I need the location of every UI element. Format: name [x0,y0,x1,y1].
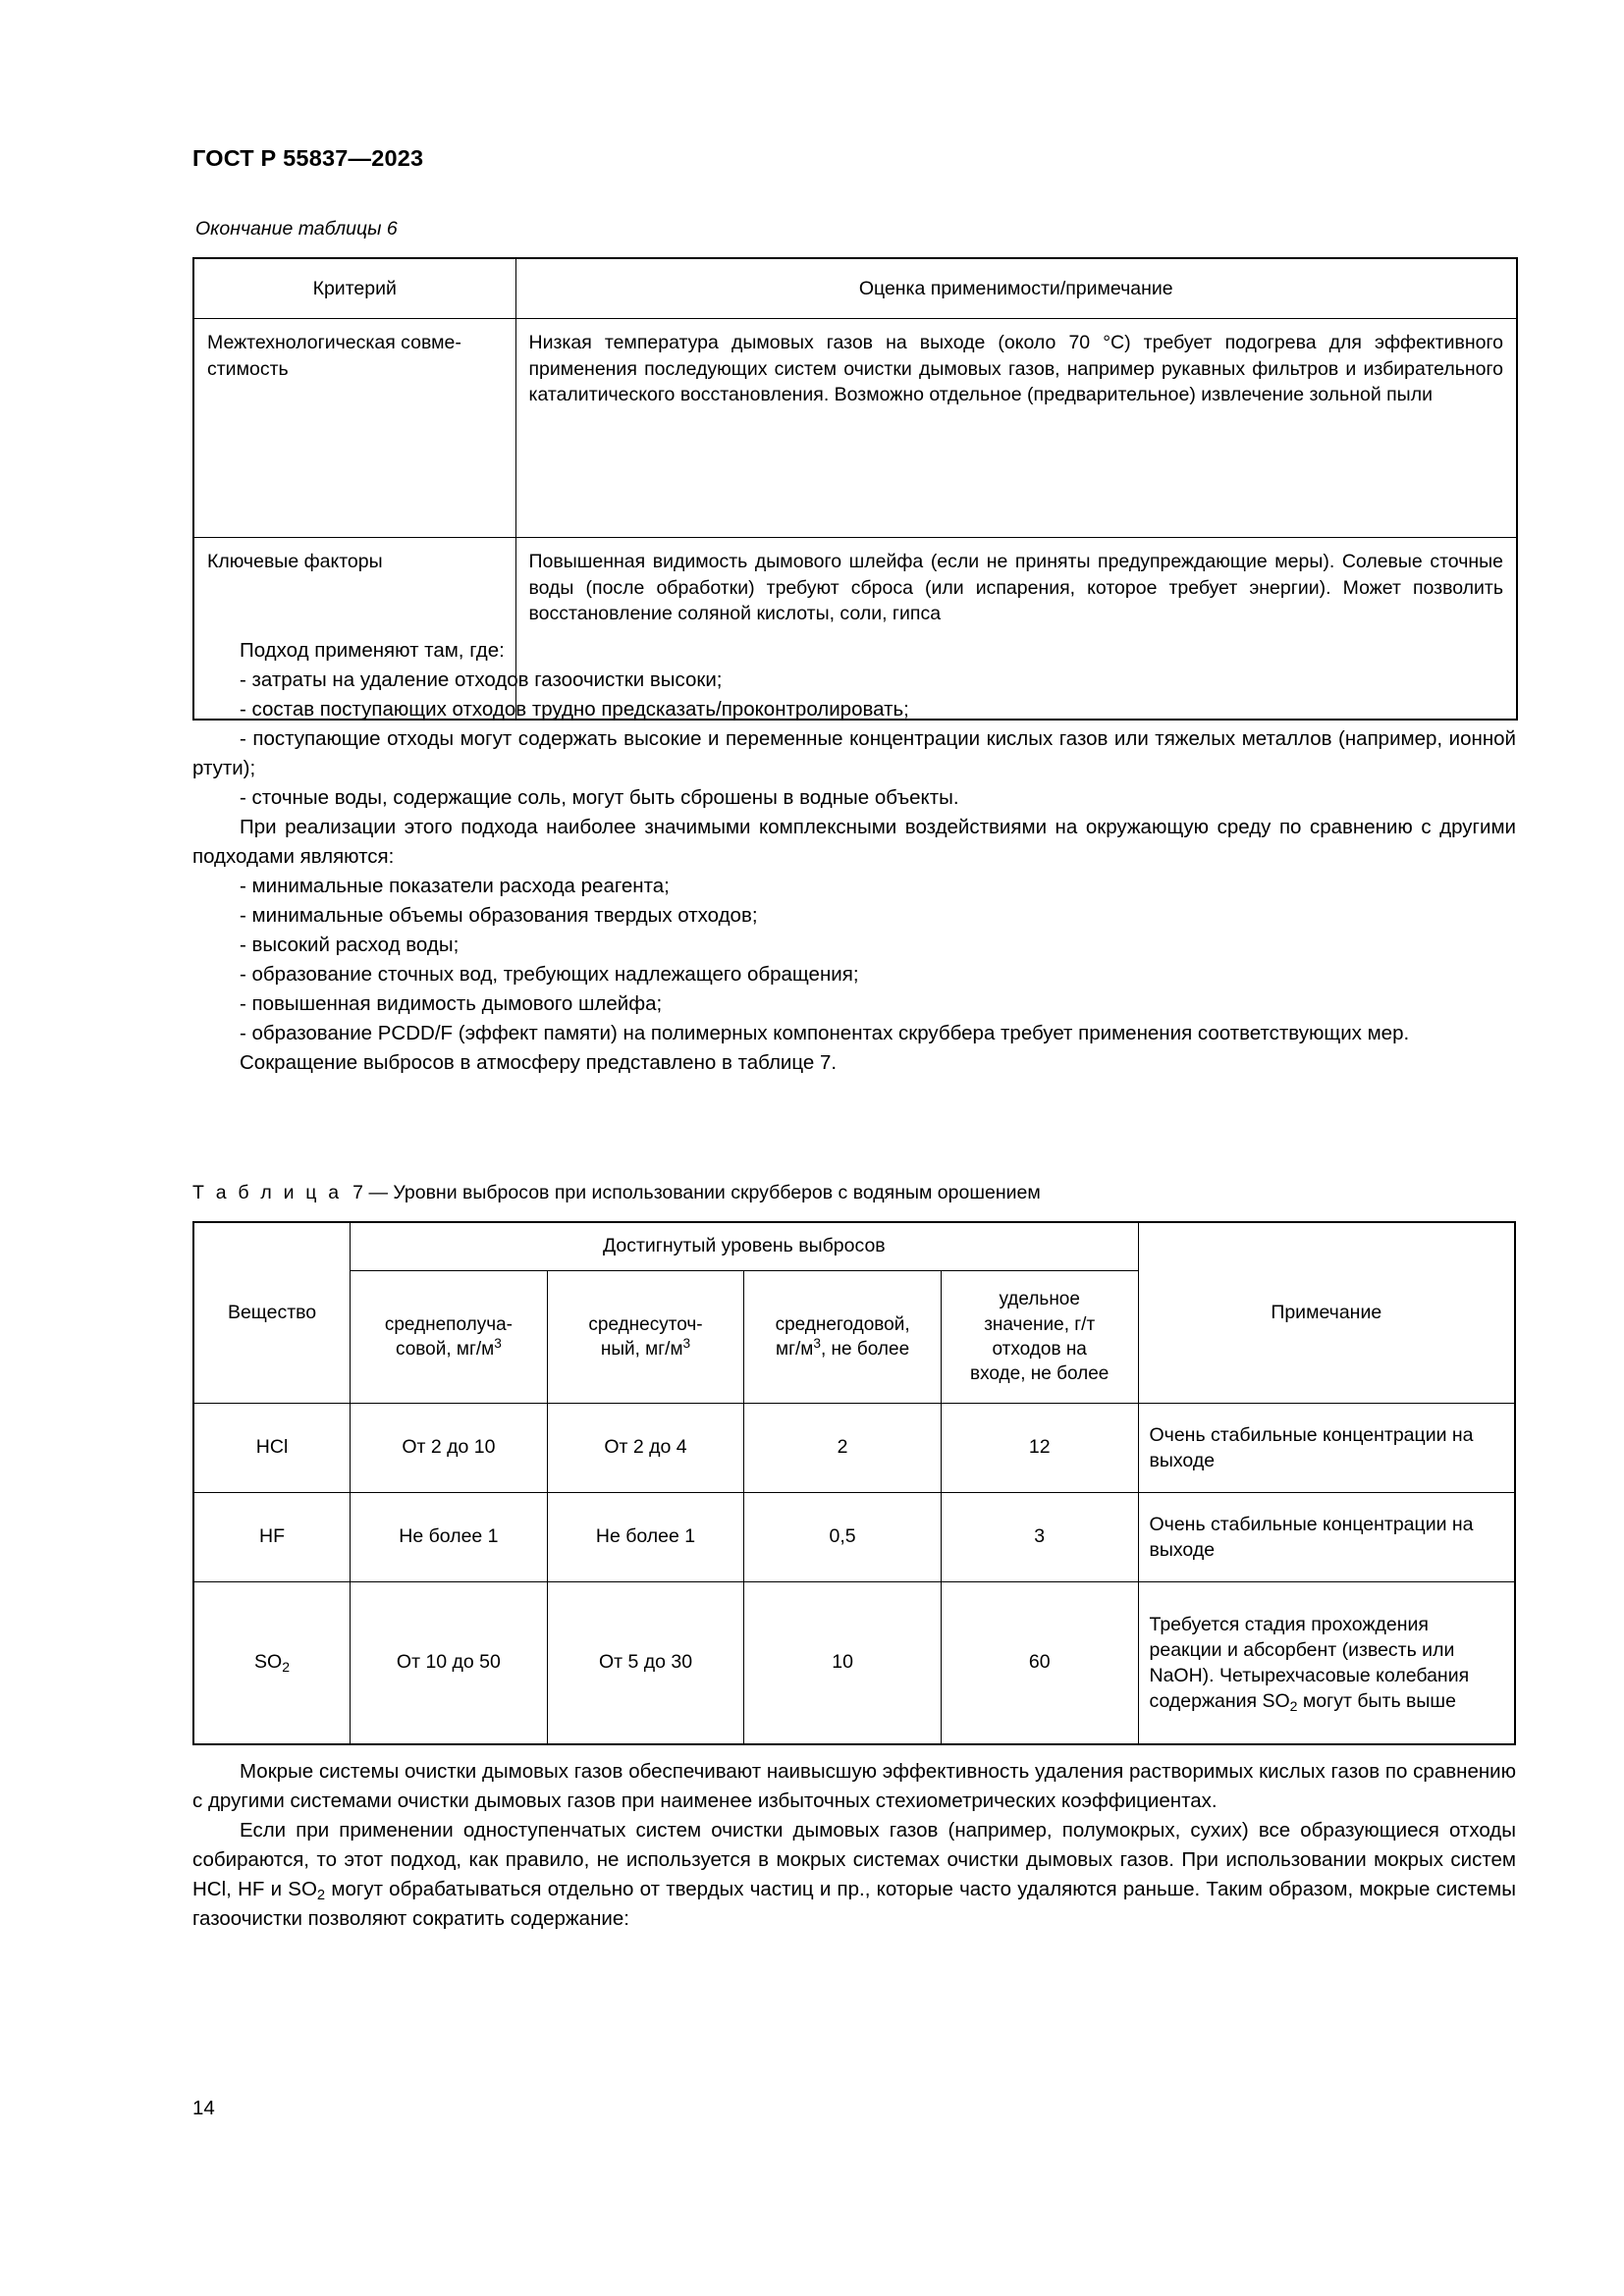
table7-cell-note: Очень стабильные концентрации на выходе [1138,1404,1515,1493]
table7-cell-substance: HCl [193,1404,351,1493]
table7-col-header-specific [941,1271,1138,1404]
list-item: - образование сточных вод, требующих надлежащего обращения; [240,963,859,987]
daily-unit-exponent: 3 [682,1336,691,1352]
table7-caption-number: 7 [352,1182,364,1203]
table7-col-header-halfhour [351,1271,548,1404]
table7-cell-specific: 60 [941,1582,1138,1745]
table-row [193,1404,1515,1493]
paragraph-wet-systems: Мокрые системы очистки дымовых газов обеспечивают наивысшую эффективность удаления растворимых кислых газов по сравнению с другими системами очистки дымовых газов при наименее избыточных стехиометрических коэффициентах. [192,1760,1516,1813]
specific-line3: отходов на [992,1339,1087,1360]
table7-cell-annual: 10 [744,1582,942,1745]
paragraph-part2: могут обрабатываться отдельно от твердых частиц и пр., которые часто удаляются раньше. Таким образом, мокрые системы газоочистки позволяют сократить содержание: [192,1878,1516,1931]
annual-line2b: , не более [820,1339,910,1360]
table-row [193,1582,1515,1745]
note-text-part1: Требуется стадия прохождения реакции и абсорбент (известь или NaOH). Четырехчасовые колебания содержания [1149,1613,1470,1713]
table6-caption: Окончание таблицы 6 [195,218,398,240]
table7-cell-halfhour: Не более 1 [351,1493,548,1582]
list-item: - поступающие отходы могут содержать высокие и переменные концентрации кислых газов или тяжелых металлов (например, ионной ртути); [192,727,1516,780]
body-text-lower [192,1757,1516,1934]
table7-cell-halfhour: От 2 до 10 [351,1404,548,1493]
table6-cell-assessment: Повышенная видимость дымового шлейфа (если не приняты предупреждающие меры). Солевые сточные воды (после обработки) требуют сброса (или испарения, которое требует энергии). Может позволить восстановление соляной кислоты, соли, гипса [515,538,1517,721]
list-item: - образование PCDD/F (эффект памяти) на полимерных компонентах скруббера требует применения соответствующих мер. [240,1022,1410,1045]
paragraph-impacts: При реализации этого подхода наиболее значимыми комплексными воздействиями на окружающую среду по сравнению с другими подходами являются: [192,816,1516,869]
daily-line2: ный, мг/м [600,1339,683,1360]
note-text-part2: могут быть выше [1297,1690,1456,1713]
table-row [193,319,1517,538]
list-item: - сточные воды, содержащие соль, могут быть сброшены в водные объекты. [240,786,959,810]
table7-cell-specific: 3 [941,1493,1138,1582]
paragraph-part1: Если при применении одноступенчатых систем очистки дымовых газов (например, полумокрых, сухих) все образующиеся отходы собираются, то этот подход, как правило, не используется в мокрых системах очистки дымовых газов. При использовании мокрых систем HCl, HF и [192,1819,1516,1901]
halfhour-line1: среднеполуча- [384,1313,513,1335]
page-number: 14 [192,2097,215,2119]
list-item: - состав поступающих отходов трудно предсказать/проконтролировать; [240,698,909,721]
table6-cell-criterion: Ключевые факторы [193,538,515,721]
specific-line4: входе, не более [970,1363,1110,1385]
table-row [193,1493,1515,1582]
table6-header-row [193,258,1517,319]
halfhour-unit-exponent: 3 [494,1336,502,1352]
table7-col-header-substance: Вещество [193,1222,351,1404]
body-text-upper [192,636,1516,1078]
table7-header-row-group [193,1222,1515,1271]
substance-formula: SO [254,1651,283,1674]
table7-caption [192,1182,1041,1204]
table7-cell-specific: 12 [941,1404,1138,1493]
note-chem-formula: SO [1262,1690,1290,1713]
substance-formula-subscript: 2 [282,1658,291,1675]
table7-cell-halfhour: От 10 до 50 [351,1582,548,1745]
list-item: - минимальные объемы образования твердых отходов; [240,904,758,928]
specific-line1: удельное [999,1289,1080,1310]
halfhour-line2: совой, мг/м [395,1339,495,1360]
table7-caption-prefix: Т а б л и ц а [192,1182,343,1203]
table7 [192,1221,1516,1745]
table7-col-header-note: Примечание [1138,1222,1515,1404]
table7-col-header-group: Достигнутый уровень выбросов [351,1222,1138,1271]
paragraph-chem-subscript: 2 [316,1888,326,1904]
annual-line1: среднегодовой, [775,1313,910,1335]
list-item: - затраты на удаление отходов газоочистки высоки; [240,668,723,692]
table7-wrapper [192,1221,1516,1745]
annual-line2a: мг/м [776,1339,814,1360]
paragraph-single-stage [192,1816,1516,1934]
table7-cell-daily: От 2 до 4 [547,1404,744,1493]
table7-cell-note [1138,1582,1515,1745]
standard-header: ГОСТ Р 55837—2023 [192,145,424,171]
specific-line2: значение, г/т [984,1313,1096,1335]
table7-cell-daily: Не более 1 [547,1493,744,1582]
list-item: - высокий расход воды; [240,934,460,957]
note-chem-subscript: 2 [1289,1698,1298,1715]
table7-cell-substance [193,1582,351,1745]
table7-col-header-daily [547,1271,744,1404]
table7-cell-annual: 0,5 [744,1493,942,1582]
paragraph-chem-formula: SO [288,1878,317,1901]
table6-cell-criterion: Межтехнологическая совместимость [193,319,515,538]
table6-col-header-criterion: Критерий [193,258,515,319]
list-item: - минимальные показатели расхода реагента; [240,875,670,898]
table6-col-header-assessment: Оценка применимости/примечание [515,258,1517,319]
table6-cell-assessment: Низкая температура дымовых газов на выходе (около 70 °C) требует подогрева для эффективного применения последующих систем очистки дымовых газов, например рукавных фильтров и избирательного каталитического восстановления. Возможно отдельное (предварительное) извлечение зольной пыли [515,319,1517,538]
table7-cell-note: Очень стабильные концентрации на выходе [1138,1493,1515,1582]
paragraph-table7-reference: Сокращение выбросов в атмосферу представлено в таблице 7. [240,1051,838,1075]
paragraph-intro: Подход применяют там, где: [240,639,505,662]
table7-caption-text: — Уровни выбросов при использовании скрубберов с водяным орошением [368,1182,1041,1203]
list-item: - повышенная видимость дымового шлейфа; [240,992,663,1016]
table7-cell-annual: 2 [744,1404,942,1493]
table7-col-header-annual [744,1271,942,1404]
daily-line1: среднесуточ- [588,1313,703,1335]
table7-cell-substance: HF [193,1493,351,1582]
annual-unit-exponent: 3 [813,1336,821,1352]
table7-cell-daily: От 5 до 30 [547,1582,744,1745]
